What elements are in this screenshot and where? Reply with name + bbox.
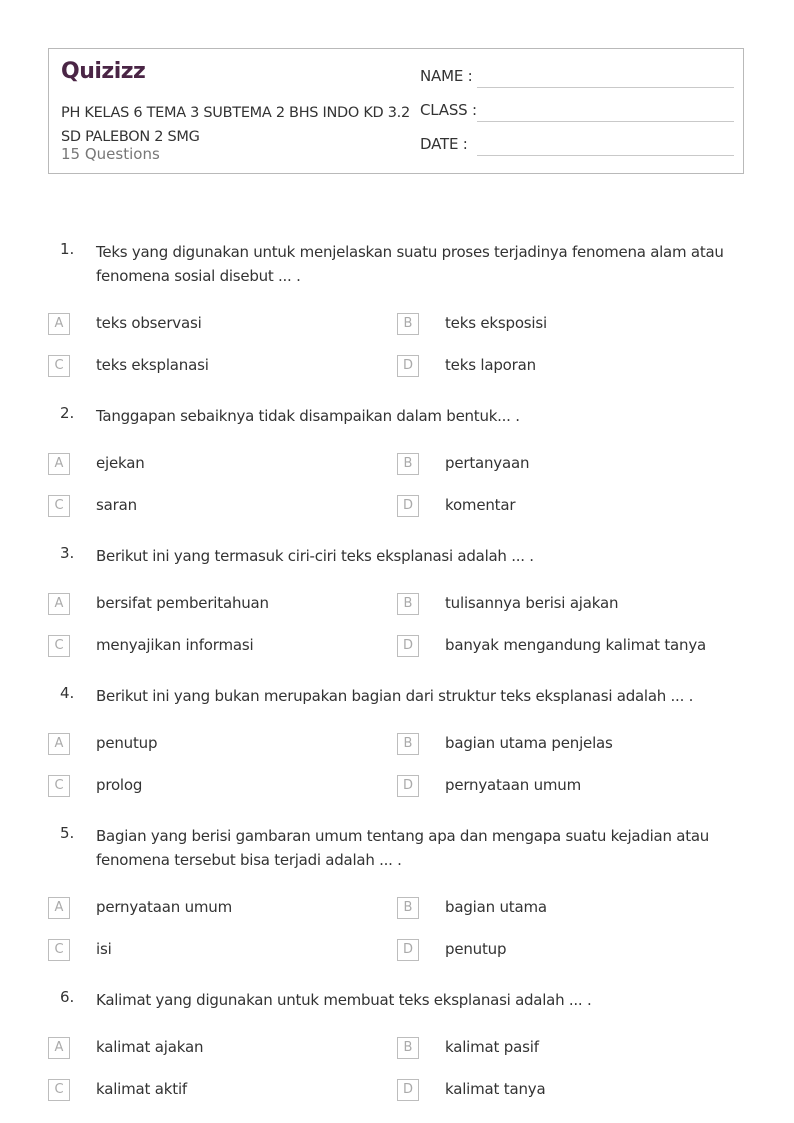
option-letter-box: A bbox=[48, 897, 70, 919]
option-text: kalimat ajakan bbox=[96, 1038, 204, 1056]
question-text: Teks yang digunakan untuk menjelaskan suatu proses terjadinya fenomena alam atau fenomena sosial disebut ... . bbox=[96, 243, 724, 285]
option-text: ejekan bbox=[96, 454, 145, 472]
option-text: isi bbox=[96, 940, 112, 958]
option-text: teks eksplanasi bbox=[96, 356, 209, 374]
option-text: kalimat pasif bbox=[445, 1038, 539, 1056]
class-field[interactable] bbox=[420, 101, 734, 125]
option-letter-box: C bbox=[48, 1079, 70, 1101]
option-text: kalimat aktif bbox=[96, 1080, 188, 1098]
question-text: Bagian yang berisi gambaran umum tentang apa dan mengapa suatu kejadian atau fenomena tersebut bisa terjadi adalah ... . bbox=[96, 827, 710, 869]
question-count: 15 Questions bbox=[61, 145, 160, 163]
option-letter-box: B bbox=[397, 593, 419, 615]
option-text: teks eksposisi bbox=[445, 314, 547, 332]
option-letter-box: D bbox=[397, 635, 419, 657]
name-line[interactable] bbox=[477, 87, 734, 88]
option-letter-box: B bbox=[397, 1037, 419, 1059]
date-label: DATE : bbox=[420, 135, 468, 153]
date-field[interactable] bbox=[420, 135, 734, 159]
option-letter-box: D bbox=[397, 1079, 419, 1101]
question-text: Berikut ini yang termasuk ciri-ciri teks eksplanasi adalah ... . bbox=[96, 547, 534, 565]
worksheet-header bbox=[48, 48, 744, 174]
class-label: CLASS : bbox=[420, 101, 477, 119]
question-number: 6. bbox=[60, 988, 75, 1006]
option-letter-box: A bbox=[48, 453, 70, 475]
option-letter-box: B bbox=[397, 453, 419, 475]
option-text: pernyataan umum bbox=[445, 776, 582, 794]
option-letter-box: B bbox=[397, 897, 419, 919]
option-letter-box: B bbox=[397, 733, 419, 755]
option-letter-box: A bbox=[48, 733, 70, 755]
option-text: saran bbox=[96, 496, 137, 514]
question-number: 5. bbox=[60, 824, 75, 842]
option-text: komentar bbox=[445, 496, 516, 514]
option-letter-box: C bbox=[48, 635, 70, 657]
option-text: tulisannya berisi ajakan bbox=[445, 594, 619, 612]
option-letter-box: C bbox=[48, 495, 70, 517]
option-text: kalimat tanya bbox=[445, 1080, 546, 1098]
name-field[interactable] bbox=[420, 67, 734, 91]
option-text: teks observasi bbox=[96, 314, 202, 332]
option-text: penutup bbox=[96, 734, 158, 752]
option-letter-box: C bbox=[48, 939, 70, 961]
question-number: 1. bbox=[60, 240, 75, 258]
option-letter-box: A bbox=[48, 593, 70, 615]
question-number: 4. bbox=[60, 684, 75, 702]
option-text: pernyataan umum bbox=[96, 898, 233, 916]
option-text: bagian utama bbox=[445, 898, 547, 916]
option-letter-box: D bbox=[397, 775, 419, 797]
option-text: pertanyaan bbox=[445, 454, 530, 472]
option-text: menyajikan informasi bbox=[96, 636, 254, 654]
quizizz-logo: Quizizz bbox=[61, 59, 146, 84]
question-text: Tanggapan sebaiknya tidak disampaikan dalam bentuk... . bbox=[96, 407, 520, 425]
option-letter-box: A bbox=[48, 313, 70, 335]
option-text: bersifat pemberitahuan bbox=[96, 594, 269, 612]
option-letter-box: A bbox=[48, 1037, 70, 1059]
question-text: Kalimat yang digunakan untuk membuat teks eksplanasi adalah ... . bbox=[96, 991, 592, 1009]
option-text: prolog bbox=[96, 776, 143, 794]
option-letter-box: B bbox=[397, 313, 419, 335]
class-line[interactable] bbox=[477, 121, 734, 122]
option-text: penutup bbox=[445, 940, 507, 958]
option-text: banyak mengandung kalimat tanya bbox=[445, 636, 706, 654]
question-text: Berikut ini yang bukan merupakan bagian dari struktur teks eksplanasi adalah ... . bbox=[96, 687, 694, 705]
option-letter-box: C bbox=[48, 355, 70, 377]
option-text: teks laporan bbox=[445, 356, 536, 374]
question-number: 2. bbox=[60, 404, 75, 422]
option-letter-box: D bbox=[397, 495, 419, 517]
worksheet-title: PH KELAS 6 TEMA 3 SUBTEMA 2 BHS INDO KD 3.2 SD PALEBON 2 SMG bbox=[61, 105, 410, 145]
question-number: 3. bbox=[60, 544, 75, 562]
option-letter-box: D bbox=[397, 939, 419, 961]
option-letter-box: D bbox=[397, 355, 419, 377]
option-text: bagian utama penjelas bbox=[445, 734, 613, 752]
date-line[interactable] bbox=[477, 155, 734, 156]
name-label: NAME : bbox=[420, 67, 473, 85]
option-letter-box: C bbox=[48, 775, 70, 797]
